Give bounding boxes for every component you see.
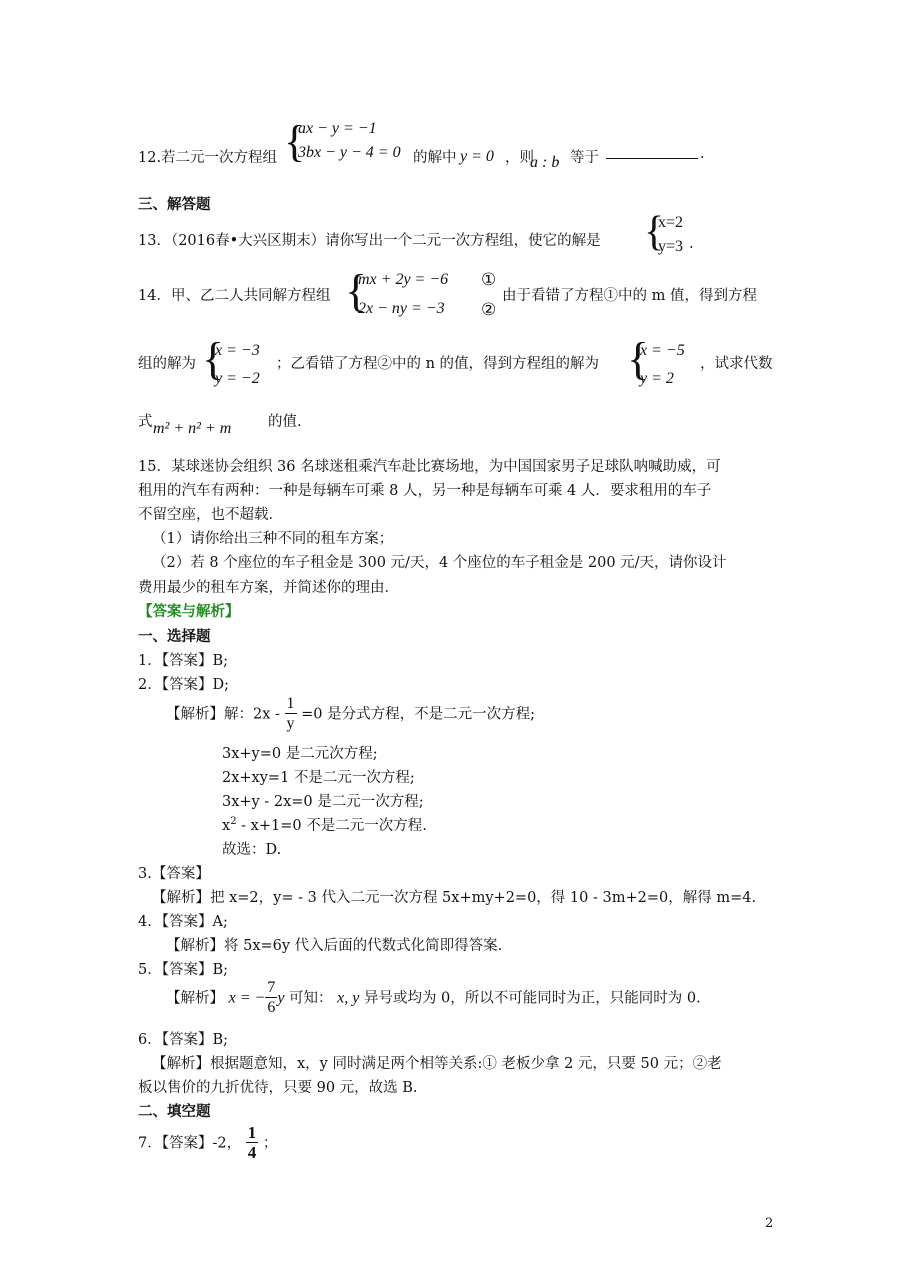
q13-sol1: x=2 bbox=[658, 214, 684, 231]
q14-brace: { bbox=[345, 265, 368, 316]
q14-s2b: y = 2 bbox=[640, 370, 674, 387]
a5-mid: 可知： bbox=[289, 990, 333, 1007]
a7-end: ； bbox=[262, 1135, 278, 1152]
a5-numerator: 7 bbox=[267, 979, 276, 996]
answers-title: 【答案与解析】 bbox=[138, 603, 240, 620]
q14-line3a: 式 bbox=[138, 414, 153, 430]
q12-end: . bbox=[700, 146, 705, 162]
answer-2: 2．【答案】D; bbox=[138, 677, 229, 693]
answer-3: 3.【答案】 bbox=[138, 866, 210, 882]
q12-mid: 的解中 bbox=[413, 150, 457, 166]
q14-s2a: x = −5 bbox=[640, 342, 685, 359]
q14-after: 由于看错了方程①中的 m 值，得到方程 bbox=[502, 288, 757, 304]
a2-l5-x: x bbox=[222, 818, 231, 834]
q14-s1a: x = −3 bbox=[215, 342, 260, 359]
q14-eq2: 2x − ny = −3 bbox=[358, 300, 445, 317]
q14-line2b: ；乙看错了方程②中的 n 的值，得到方程组的解为 bbox=[276, 356, 600, 372]
a2-label: 【解析】解：2x - bbox=[166, 706, 280, 723]
answer-5-explanation bbox=[166, 979, 701, 1018]
q14-prefix: 14．甲、乙二人共同解方程组 bbox=[138, 288, 331, 304]
page-number: 2 bbox=[765, 1216, 774, 1231]
section-2-heading: 二、填空题 bbox=[138, 1103, 211, 1120]
q14-s1-brace: { bbox=[202, 333, 225, 384]
answer-2-explanation-line4: 3x+y - 2x=0 是二元一次方程; bbox=[222, 794, 424, 810]
q15-line3: 不留空座，也不超载． bbox=[138, 507, 283, 523]
answer-7 bbox=[138, 1124, 277, 1163]
a5-denominator: 6 bbox=[267, 999, 276, 1016]
q12-prefix: 12.若二元一次方程组 bbox=[138, 150, 278, 166]
q14-line3b: 的值. bbox=[268, 414, 302, 430]
answer-2-explanation-line3: 2x+xy=1 不是二元一次方程; bbox=[222, 770, 415, 786]
answer-4-explanation: 【解析】将 5x=6y 代入后面的代数式化简即得答案. bbox=[166, 938, 503, 954]
answer-1: 1．【答案】B; bbox=[138, 653, 229, 669]
answer-6: 6．【答案】B; bbox=[138, 1032, 229, 1048]
q12-suffix: 等于 bbox=[570, 150, 599, 166]
a7-denominator: 4 bbox=[247, 1143, 257, 1162]
q12-then: ，则 bbox=[505, 150, 534, 166]
a5-var: y bbox=[277, 989, 285, 1007]
a7-fraction bbox=[246, 1124, 259, 1163]
a2-numerator: 1 bbox=[286, 695, 295, 712]
answer-2-explanation-line5 bbox=[222, 814, 427, 835]
answer-6-explanation-line1: 【解析】根据题意知，x，y 同时满足两个相等关系:① 老板少拿 2 元，只要 50 元；②老 bbox=[152, 1056, 722, 1072]
a7-label: 7．【答案】-2， bbox=[138, 1135, 242, 1152]
a2-l5-sup: 2 bbox=[230, 816, 237, 828]
q15-line5: （2）若 8 个座位的车子租金是 300 元/天，4 个座位的车子租金是 200 元/天，请你设计 bbox=[152, 555, 727, 571]
answer-4: 4．【答案】A; bbox=[138, 914, 228, 930]
q14-s2-brace: { bbox=[627, 333, 650, 384]
a5-fraction bbox=[265, 979, 277, 1018]
q12-eq1: ax − y = −1 bbox=[298, 120, 377, 137]
a2-fraction bbox=[285, 695, 297, 734]
answer-6-explanation-line2: 板以售价的九折优待，只要 90 元，故选 B. bbox=[138, 1080, 418, 1096]
q13-sol2: y=3 bbox=[658, 238, 684, 255]
q13-brace: { bbox=[644, 209, 665, 255]
q13-end: . bbox=[689, 236, 694, 252]
a2-l5-rest: - x+1=0 不是二元一次方程. bbox=[236, 818, 427, 834]
q15-line6: 费用最少的租车方案，并简述你的理由． bbox=[138, 580, 399, 596]
a5-lhs: x = − bbox=[228, 989, 266, 1007]
a2-rest: =0 是分式方程，不是二元一次方程; bbox=[301, 706, 536, 723]
q15-line1: 15．某球迷协会组织 36 名球迷租乘汽车赴比赛场地，为中国国家男子足球队呐喊助威，可 bbox=[138, 459, 721, 475]
q14-expr: m² + n² + m bbox=[153, 420, 232, 437]
q14-mark1: ① bbox=[481, 270, 497, 290]
q15-line4: （1）请你给出三种不同的租车方案； bbox=[152, 531, 394, 547]
a5-xy: x, y bbox=[337, 989, 360, 1007]
a2-denominator: y bbox=[286, 715, 295, 732]
a5-rest: 异号或均为 0，所以不可能同时为正，只能同时为 0. bbox=[363, 990, 701, 1007]
q14-eq1: mx + 2y = −6 bbox=[358, 271, 449, 288]
q15-line2: 租用的汽车有两种：一种是每辆车可乘 8 人，另一种是每辆车可乘 4 人．要求租用的车子 bbox=[138, 483, 712, 499]
a7-numerator: 1 bbox=[247, 1123, 257, 1142]
answer-5: 5．【答案】B; bbox=[138, 962, 229, 978]
answer-2-explanation-line1 bbox=[166, 695, 535, 734]
a5-label: 【解析】 bbox=[166, 990, 224, 1007]
q12-ratio: a : b bbox=[530, 154, 560, 171]
q12-eq2: 3bx − y − 4 = 0 bbox=[298, 144, 401, 161]
answer-2-explanation-line2: 3x+y=0 是二元次方程; bbox=[222, 746, 378, 762]
q14-line2c: ，试求代数 bbox=[700, 356, 773, 372]
q14-s1b: y = −2 bbox=[215, 370, 260, 387]
q14-mark2: ② bbox=[481, 300, 497, 320]
q12-cond: y = 0 bbox=[460, 148, 494, 165]
q12-blank bbox=[606, 148, 698, 159]
question-13: 13．（2016春•大兴区期末）请你写出一个二元一次方程组，使它的解是 bbox=[138, 233, 601, 249]
q14-line2a: 组的解为 bbox=[138, 356, 196, 372]
answer-3-explanation: 【解析】把 x=2，y= - 3 代入二元一次方程 5x+my+2=0，得 10 - 3m+2=0，解得 m=4. bbox=[152, 890, 757, 906]
section-1-heading: 一、选择题 bbox=[138, 628, 211, 645]
section-3-heading: 三、解答题 bbox=[138, 196, 211, 213]
answer-2-explanation-line6: 故选：D. bbox=[222, 842, 282, 858]
q12-brace: { bbox=[284, 117, 306, 166]
